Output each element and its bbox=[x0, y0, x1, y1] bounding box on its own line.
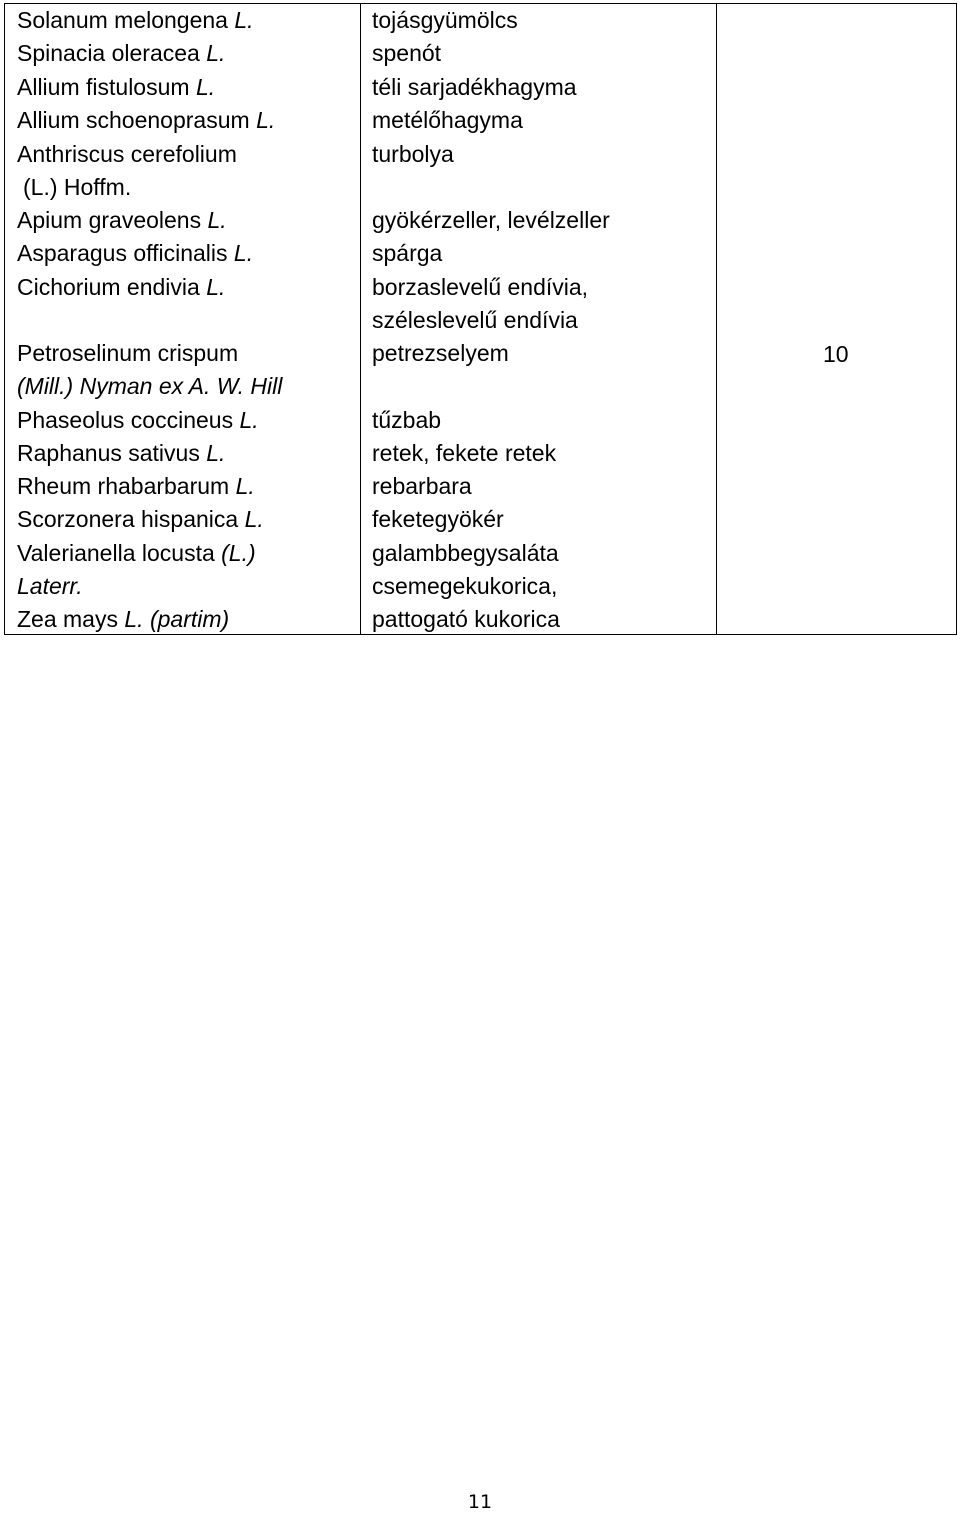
hungarian-name: pattogató kukorica bbox=[372, 606, 560, 632]
hungarian-name: széleslevelű endívia bbox=[372, 307, 578, 333]
scientific-name: Phaseolus coccineus L. bbox=[17, 407, 259, 433]
scientific-name: Scorzonera hispanica L. bbox=[17, 506, 264, 532]
scientific-name: Rheum rhabarbarum L. bbox=[17, 473, 255, 499]
scientific-name: Petroselinum crispum bbox=[17, 340, 239, 366]
hungarian-name: feketegyökér bbox=[372, 506, 504, 532]
hungarian-name: rebarbara bbox=[372, 473, 472, 499]
hungarian-name: tojásgyümölcs bbox=[372, 7, 518, 33]
page-number: 11 bbox=[467, 1491, 493, 1513]
hungarian-name: spenót bbox=[372, 40, 442, 66]
scientific-name: Cichorium endivia L. bbox=[17, 274, 226, 300]
scientific-name: Allium schoenoprasum L. bbox=[17, 107, 276, 133]
hungarian-name: galambbegysaláta bbox=[372, 540, 559, 566]
hungarian-name: téli sarjadékhagyma bbox=[372, 74, 577, 100]
hungarian-name: petrezselyem bbox=[372, 340, 509, 366]
species-table bbox=[4, 3, 957, 635]
hungarian-name: metélőhagyma bbox=[372, 107, 523, 133]
hungarian-name: spárga bbox=[372, 240, 443, 266]
scientific-name: (L.) Hoffm. bbox=[23, 174, 132, 200]
scientific-name: Allium fistulosum L. bbox=[17, 74, 216, 100]
hungarian-name: turbolya bbox=[372, 141, 454, 167]
scientific-name: Raphanus sativus L. bbox=[17, 440, 226, 466]
hungarian-name: csemegekukorica, bbox=[372, 573, 558, 599]
scientific-name: Asparagus officinalis L. bbox=[17, 240, 254, 266]
hungarian-name: retek, fekete retek bbox=[372, 440, 557, 466]
scientific-name: Zea mays L. (partim) bbox=[17, 606, 230, 632]
column-divider bbox=[360, 4, 361, 634]
scientific-name: Valerianella locusta (L.) bbox=[17, 540, 256, 566]
scientific-name: Solanum melongena L. bbox=[17, 7, 254, 33]
scientific-name: Apium graveolens L. bbox=[17, 207, 227, 233]
hungarian-name: borzaslevelű endívia, bbox=[372, 274, 589, 300]
column-divider bbox=[716, 4, 717, 634]
scientific-name: (Mill.) Nyman ex A. W. Hill bbox=[17, 373, 283, 399]
hungarian-name: gyökérzeller, levélzeller bbox=[372, 207, 610, 233]
scientific-name: Laterr. bbox=[17, 573, 83, 599]
scientific-name: Spinacia oleracea L. bbox=[17, 40, 226, 66]
hungarian-name: tűzbab bbox=[372, 407, 442, 433]
scientific-name: Anthriscus cerefolium bbox=[17, 141, 237, 167]
species-count: 10 bbox=[823, 341, 849, 367]
